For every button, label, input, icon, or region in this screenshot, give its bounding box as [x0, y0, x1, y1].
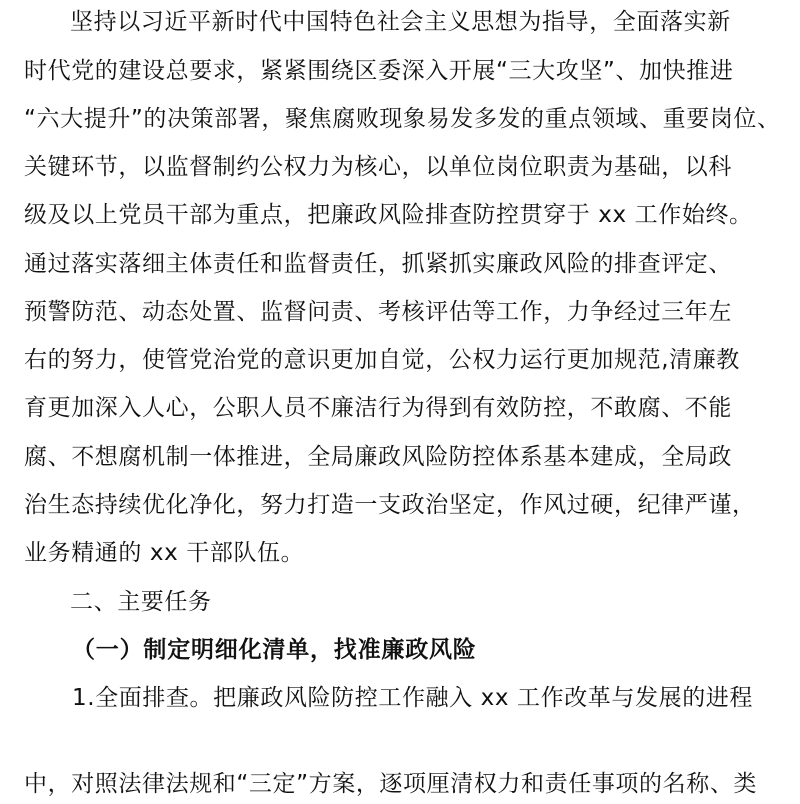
paragraph-line: 关键环节，以监督制约公权力为核心，以单位岗位职责为基础，以科	[24, 154, 732, 180]
paragraph-line: 通过落实落细主体责任和监督责任，抓紧抓实廉政风险的排查评定、	[24, 251, 732, 277]
paragraph-line: 右的努力，使管党治党的意识更加自觉，公权力运行更加规范,清廉教	[24, 347, 740, 373]
continuation-line: 中，对照法律法规和“三定”方案，逐项厘清权力和责任事项的名称、类	[24, 771, 758, 797]
paragraph-line: 育更加深入人心，公职人员不廉洁行为得到有效防控，不敢腐、不能	[24, 395, 732, 421]
numbered-item-line: 1.全面排查。把廉政风险防控工作融入 xx 工作改革与发展的进程	[72, 685, 753, 711]
paragraph-line: 治生态持续优化净化，努力打造一支政治坚定，作风过硬，纪律严谨，	[24, 492, 756, 518]
paragraph-line: “六大提升”的决策部署，聚焦腐败现象易发多发的重点领域、重要岗位、	[24, 106, 781, 132]
subsection-heading: （一）制定明细化清单，找准廉政风险	[72, 637, 477, 663]
paragraph-line: 级及以上党员干部为重点，把廉政风险排查防控贯穿于 xx 工作始终。	[24, 202, 753, 228]
paragraph-line: 腐、不想腐机制一体推进，全局廉政风险防控体系基本建成，全局政	[24, 444, 732, 470]
paragraph-line: 坚持以习近平新时代中国特色社会主义思想为指导，全面落实新	[70, 9, 731, 35]
paragraph-line: 业务精通的 xx 干部队伍。	[24, 540, 305, 566]
paragraph-line: 预警防范、动态处置、监督问责、考核评估等工作，力争经过三年左	[24, 299, 732, 325]
section-heading: 二、主要任务	[70, 589, 212, 615]
paragraph-line: 时代党的建设总要求，紧紧围绕区委深入开展“三大攻坚”、加快推进	[24, 58, 734, 84]
